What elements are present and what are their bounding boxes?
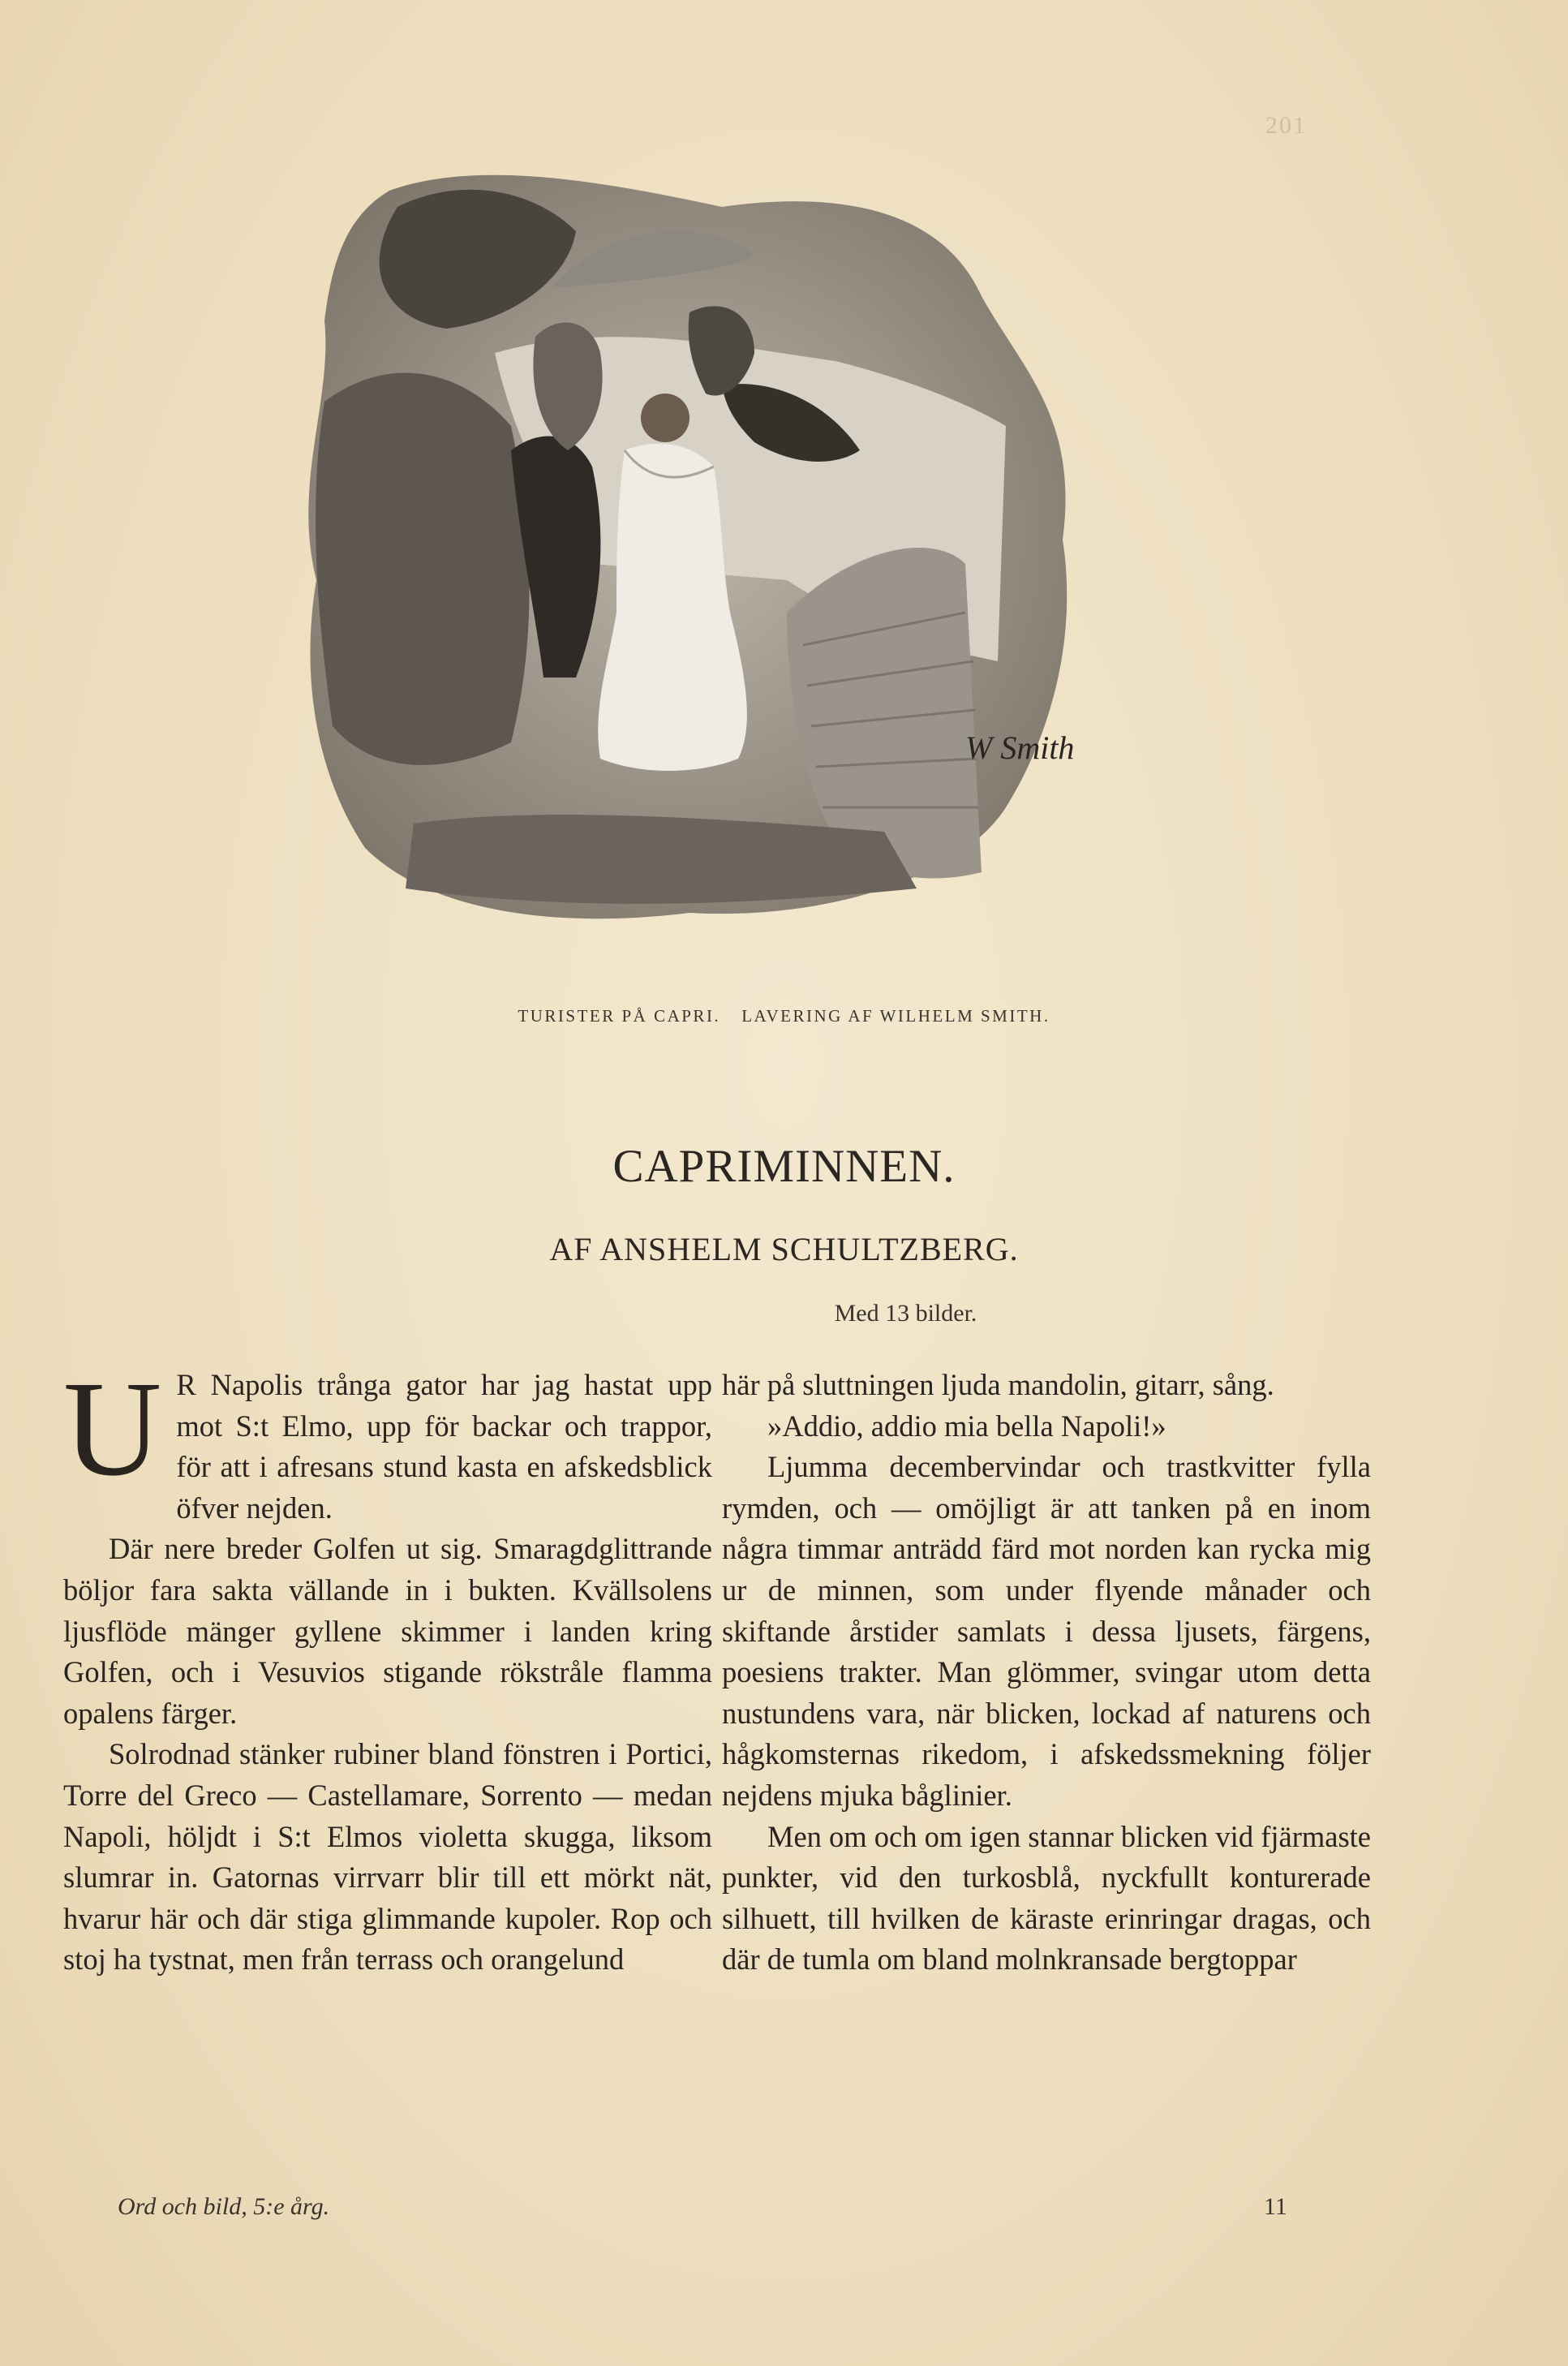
paragraph (63, 1353, 712, 1529)
artist-signature: W Smith (965, 729, 1075, 766)
caption-title: TURISTER PÅ CAPRI. (518, 1006, 721, 1026)
watercolor-illustration (268, 158, 1144, 957)
drop-cap: U (63, 1353, 162, 1504)
article-title: CAPRIMINNEN. (612, 1141, 956, 1192)
journal-footer: Ord och bild, 5:e årg. (118, 2193, 330, 2220)
illustration-caption (0, 1006, 1568, 1026)
article-subtitle: Med 13 bilder. (834, 1300, 977, 1327)
signature-mark: 11 (1264, 2193, 1287, 2220)
paragraph: Ljumma decembervindar och trastkvitter fylla rymden, och — omöjligt är att tanken på en inom några timmar anträdd färd mot norden kan rycka mig ur de minnen, som under flyende månader och skiftande årstider samlats i dessa ljusets, färgens, poesiens trakter. Man glömmer, svingar utom detta nustundens vara, när blicken, lockad af naturens och hågkomsternas rikedom, i afskedssmekning följer nejdens mjuka båglinier. (722, 1450, 1371, 1812)
paragraph: Solrodnad stänker rubiner bland fönstren i Portici, Torre del Greco — Castellamare, Sorrento — medan Napoli, höljdt i S:t Elmos violetta skugga, liksom slumrar in. Gatornas virrvarr blir till ett mörkt nät, hvarur här och där stiga glimmande kupoler. Rop och stoj ha tystnat, men från terrass och orangelund (63, 1737, 712, 1977)
article-byline: AF ANSHELM SCHULTZBERG. (549, 1231, 1019, 1267)
page-number: 201 (1265, 112, 1307, 139)
caption-credit: LAVERING AF WILHELM SMITH. (741, 1006, 1050, 1026)
paragraph: Men om och om igen stannar blicken vid fjärmaste punkter, vid den turkosblå, nyckfullt konturerade silhuett, till hvilken de käraste erinringar dragas, och där de tumla om bland molnkransade bergtoppar (722, 1819, 1371, 1977)
text-column-left (63, 1353, 712, 1981)
paragraph-text: R Napolis trånga gator har jag hastat upp mot S:t Elmo, upp för backar och trappor, för att i afresans stund kasta en afskedsblick öfver nejden. (176, 1368, 712, 1525)
paragraph: här på sluttningen ljuda mandolin, gitarr, sång. (722, 1368, 1274, 1401)
illustration-tourists-on-capri (268, 158, 1144, 957)
paragraph: »Addio, addio mia bella Napoli!» (767, 1409, 1166, 1443)
text-column-right (722, 1365, 1371, 1981)
paragraph: Där nere breder Golfen ut sig. Smaragdglittrande böljor fara sakta vällande in i bukten. Kvällsolens ljusflöde mänger gyllene skimmer i landen kring Golfen, och i Vesuvios stigande rökstråle flamma opalens färger. (63, 1532, 712, 1730)
